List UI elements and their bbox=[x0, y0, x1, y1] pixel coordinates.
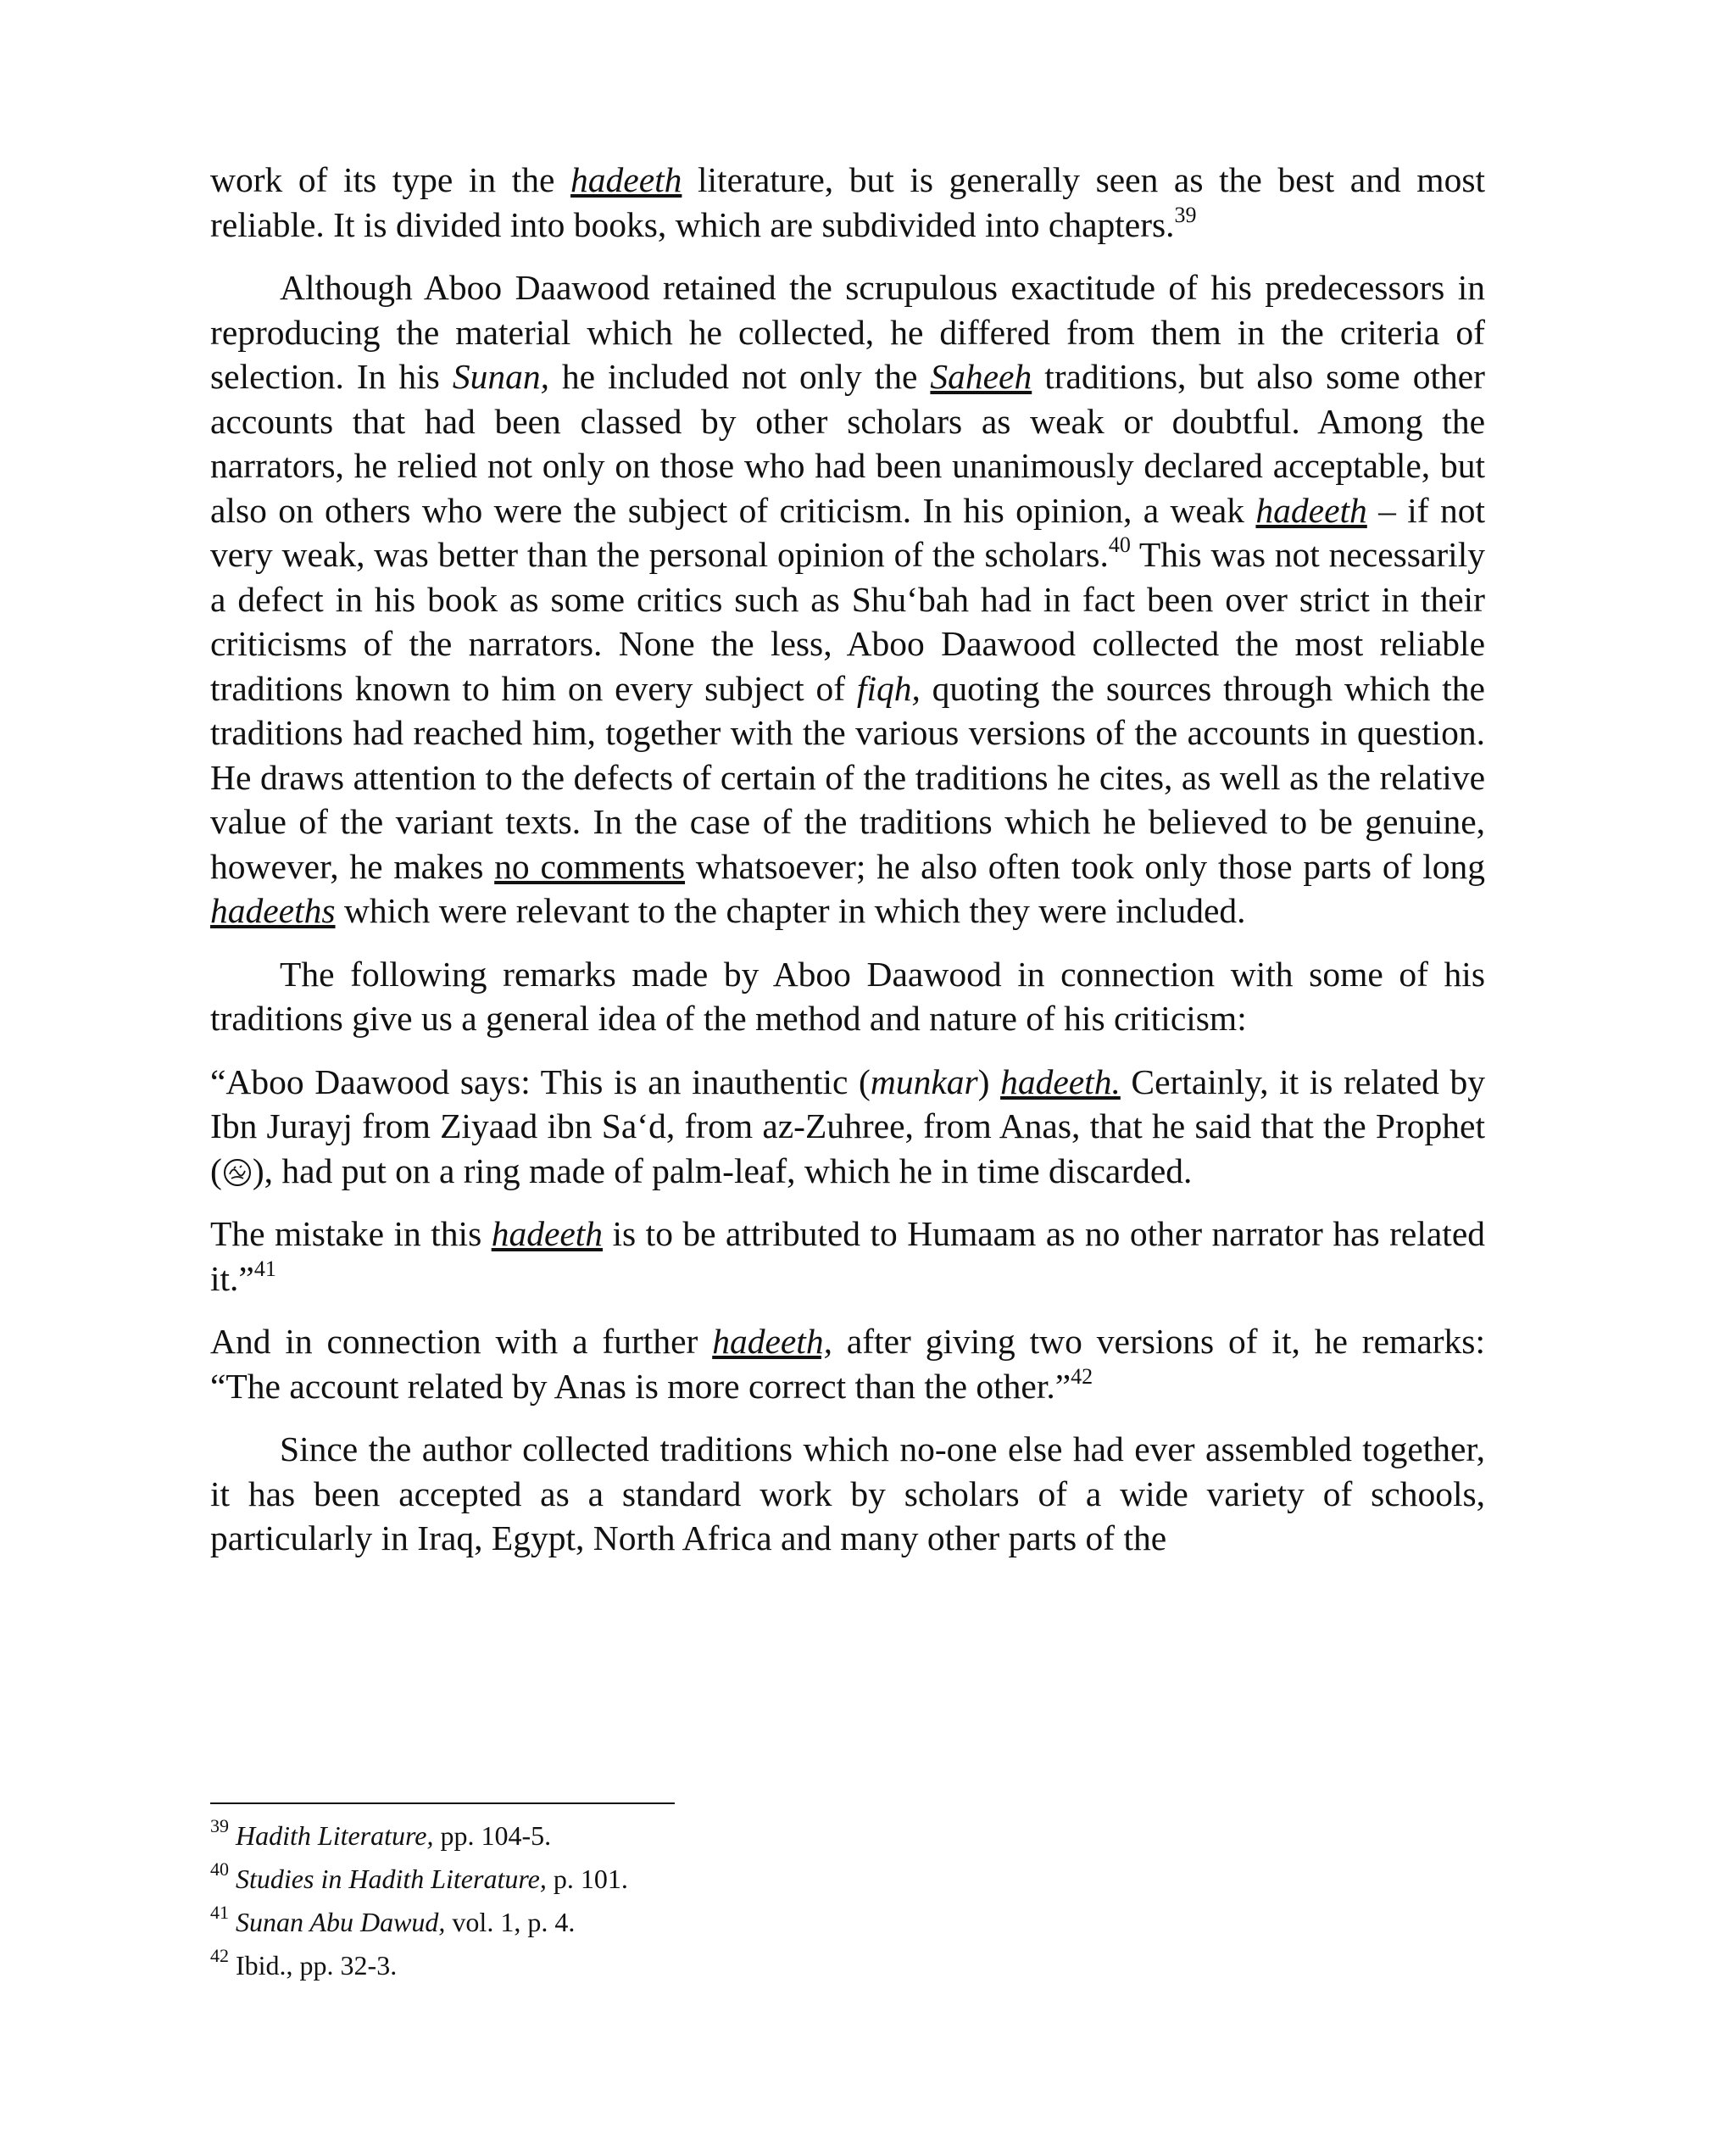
footnote-42: $^{42}$ Ibid., pp. 32-3. bbox=[210, 1945, 398, 1981]
body-text bbox=[210, 158, 1485, 1580]
paragraph-7: Since the author collected traditions which no-one else had ever assembled together, it has been accepted as a standard work by scholars of a wide variety of schools, particularly in Iraq, Egypt, North Africa and many other parts of the bbox=[210, 1429, 1485, 1557]
term-hadeeth: hadeeth bbox=[491, 1214, 604, 1253]
footnote-ref-39: 39 bbox=[1174, 202, 1197, 227]
paragraph-1: work of its type in the hadeeth literature, but is generally seen as the best and most reliable. It is divided into books, which are subdivided into chapters.$^{39}$ bbox=[210, 160, 1486, 244]
paragraph-6: And in connection with a further hadeeth, after giving two versions of it, he remarks: “The account related by Anas is more correct than the other.”$^{42}$ bbox=[210, 1322, 1485, 1406]
paragraph-3: The following remarks made by Aboo Daawood in connection with some of his traditions give us a general idea of the method and nature of his criticism: bbox=[210, 954, 1485, 1038]
underlined-no-comments: no comments bbox=[494, 846, 686, 886]
term-hadeeths: hadeeths bbox=[210, 891, 336, 930]
footnote-ref-42: 42 bbox=[1071, 1363, 1093, 1389]
footnote-divider bbox=[210, 1802, 675, 1804]
footnote-41: $^{41}$ Sunan Abu Dawud, vol. 1, p. 4. bbox=[210, 1902, 576, 1937]
term-hadeeth: hadeeth, bbox=[712, 1322, 832, 1361]
paragraph-2: Although Aboo Daawood retained the scrupulous exactitude of his predecessors in reproducing the material which he collected, he differed from them in the criteria of selection. In his Sunan, he included not only the Saheeh traditions, but also some other accounts that had been classed by other scholars as weak or doubtful. Among the narrators, he relied not only on those who had been unanimously declared acceptable, but also on others who were the subject of criticism. In his opinion, a weak hadeeth – if not very weak, was better than the personal opinion of the scholars.$^{40}$ This was not necessarily a defect in his book as some critics such as Shu‘bah had in fact been over strict in their criticisms of the narrators. None the less, Aboo Daawood collected the most reliable traditions known to him on every subject of fiqh, quoting the sources through which the traditions had reached him, together with the various versions of the accounts in question. He draws attention to the defects of certain of the traditions he cites, as well as the relative value of the variant texts. In the case of the traditions which he believed to be genuine, however, he makes no comments whatsoever; he also often took only those parts of long hadeeths which were relevant to the chapter in which they were included. bbox=[210, 268, 1486, 930]
prophet-salutation-seal-icon bbox=[222, 1157, 253, 1188]
term-fiqh: fiqh, bbox=[856, 668, 921, 708]
footnote-40: $^{40}$ Studies in Hadith Literature, p. 101. bbox=[210, 1858, 628, 1894]
footnote-39: $^{39}$ Hadith Literature, pp. 104-5. bbox=[210, 1815, 552, 1851]
term-saheeh: Saheeh bbox=[930, 357, 1032, 396]
footnote-ref-41: 41 bbox=[253, 1256, 276, 1281]
quote-paragraph-2: The mistake in this hadeeth is to be attributed to Humaam as no other narrator has related it.”$^{41}$ bbox=[210, 1214, 1486, 1298]
quote-paragraph-1: “Aboo Daawood says: This is an inauthentic (munkar) hadeeth. Certainly, it is related by Ibn Jurayj from Ziyaad ibn Sa‘d, from az-Zuhree, from Anas, that he said that the Prophet ( ), had put on a ring made of palm-leaf, which he in time discarded. bbox=[210, 1061, 1485, 1190]
term-hadeeth: hadeeth bbox=[1255, 490, 1367, 530]
term-munkar: munkar bbox=[870, 1061, 978, 1101]
term-hadeeth: hadeeth bbox=[570, 160, 682, 199]
footnotes bbox=[210, 1814, 1485, 1987]
term-sunan: Sunan, bbox=[452, 357, 549, 396]
footnote-ref-40: 40 bbox=[1108, 532, 1131, 558]
term-hadeeth: hadeeth. bbox=[1000, 1061, 1121, 1101]
